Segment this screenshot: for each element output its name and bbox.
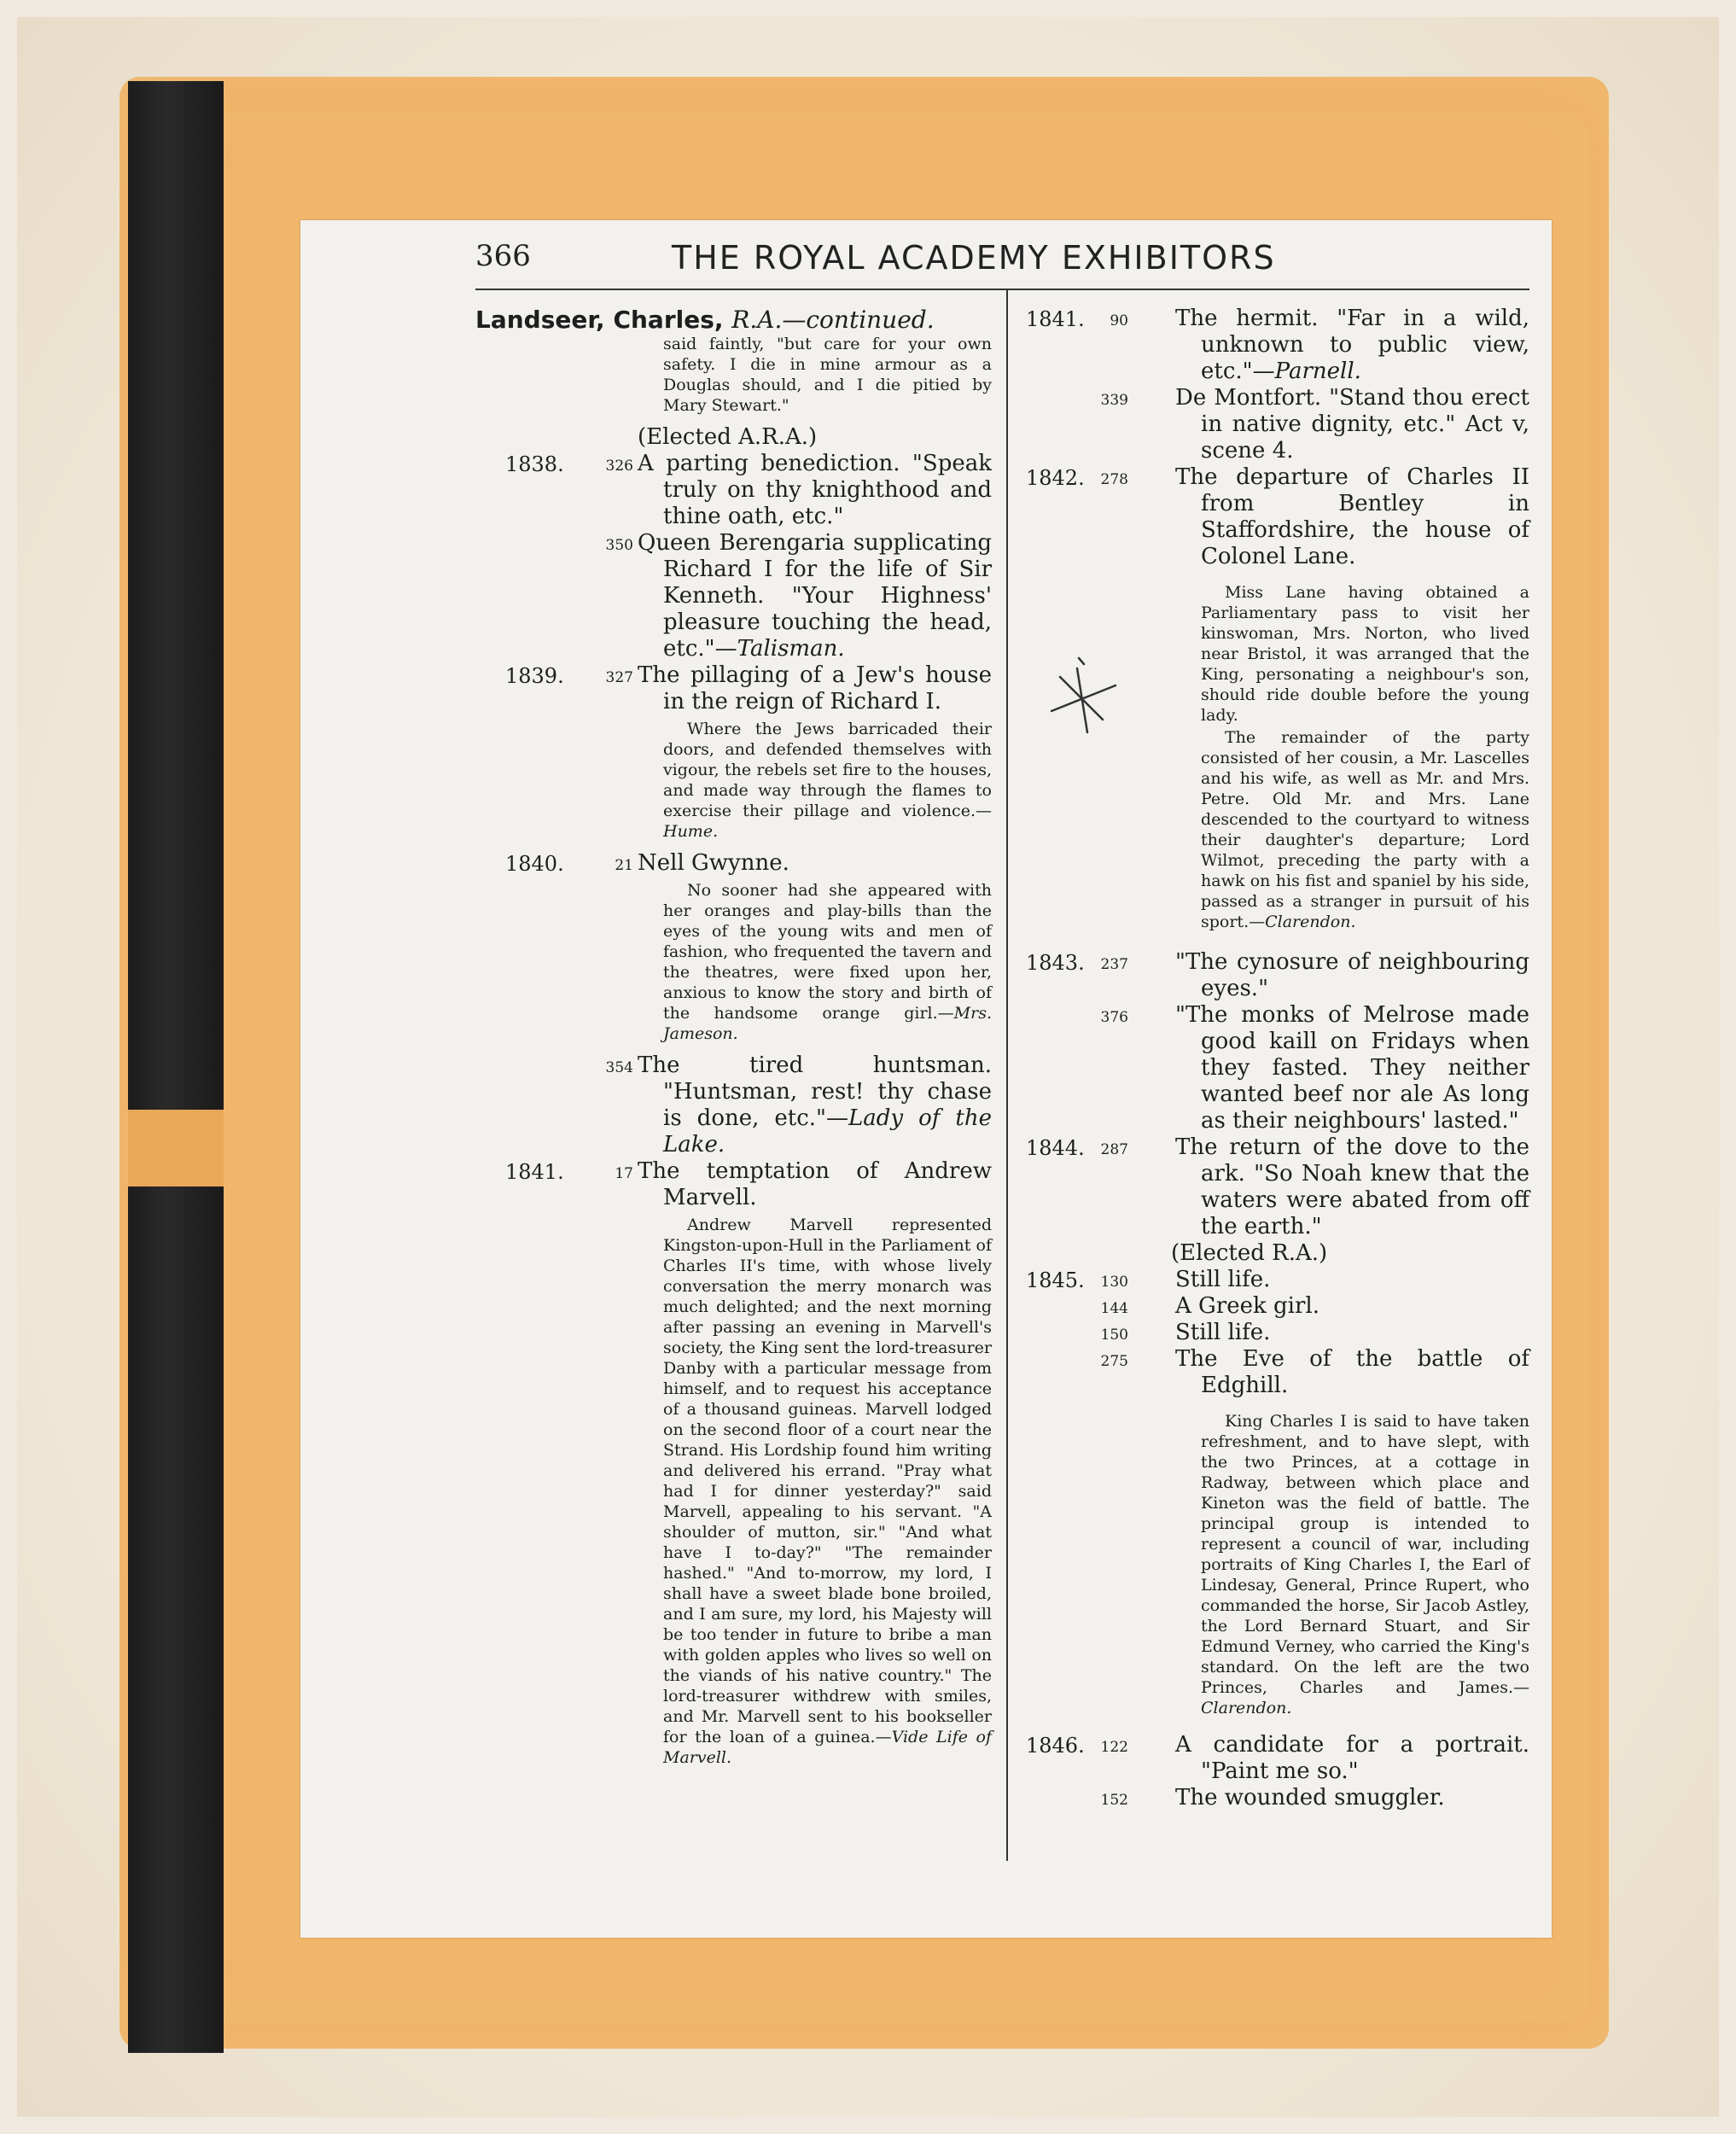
entry-title: The temptation of Andrew Marvell. (638, 1158, 992, 1210)
year-1838: 1838. (505, 452, 564, 476)
page-header (300, 239, 1552, 290)
entry-note (663, 719, 992, 842)
year-1846: 1846. (1026, 1734, 1085, 1758)
year-1840: 1840. (505, 852, 564, 876)
entry-number: 21 (615, 857, 633, 874)
entry-source: Parnell. (1274, 359, 1361, 384)
entry-number: 327 (605, 669, 633, 686)
note-text: Where the Jews barricaded their doors, and defended themselves with vigour, the rebels set fire to the houses, and made way through the flames to exercise their pillage and violence.— (663, 720, 992, 820)
left-column (475, 306, 992, 1776)
elected-ara: (Elected A.R.A.) (638, 424, 818, 450)
entry-number: 326 (605, 458, 633, 475)
note-source: Mrs. Jameson. (663, 1004, 992, 1043)
entry-note (1201, 1411, 1529, 1718)
entry-1841-339 (1026, 385, 1529, 464)
entry-1845-144 (1026, 1293, 1529, 1320)
note-source: Clarendon. (1265, 912, 1356, 931)
entry-title: A parting benediction. "Speak truly on thy knighthood and thine oath, etc." (638, 451, 992, 529)
entry-title: The departure of Charles II from Bentley in Staffordshire, the house of Colonel Lane. (1175, 464, 1529, 569)
entry-1841-17 (475, 1158, 992, 1211)
entry-title: A candidate for a portrait. "Paint me so." (1175, 1732, 1529, 1784)
entry-number: 339 (1100, 392, 1128, 409)
entry-title: Nell Gwynne. (638, 850, 789, 876)
entry-source: Lady of the Lake. (663, 1105, 992, 1157)
entry-1844-287 (1026, 1134, 1529, 1240)
entry-number: 376 (1100, 1009, 1128, 1026)
note-text: King Charles I is said to have taken refreshment, and to have slept, with the two Princes, at a cottage in Radway, between which place and Kineton was the field of battle. The principal group is intended to represent a council of war, including portraits of King Charles I, the Earl of Lindesay, General, Prince Rupert, who commanded the horse, Sir Jacob Astley, the Lord Bernard Stuart, and Sir Edmund Verney, who carried the King's standard. On the left are the two Princes, Charles and James.— (1201, 1412, 1529, 1697)
entry-1838-350 (475, 530, 992, 662)
entry-title: The return of the dove to the ark. "So Noah knew that the waters were abated from off the earth." (1175, 1134, 1529, 1239)
artist-suffix: R.A.—continued. (731, 306, 935, 334)
note-source: Hume. (663, 822, 719, 841)
year-1844: 1844. (1026, 1136, 1085, 1160)
elected-ra: (Elected R.A.) (1171, 1240, 1328, 1266)
entry-title: "The cynosure of neighbouring eyes." (1175, 949, 1529, 1001)
entry-title-text: The tired huntsman. "Huntsman, rest! thy chase is done, etc."— (638, 1052, 992, 1131)
entry-number: 152 (1100, 1792, 1128, 1809)
entry-number: 150 (1100, 1326, 1128, 1344)
entry-number: 90 (1110, 312, 1128, 329)
entry-title: The pillaging of a Jew's house in the reign of Richard I. (638, 662, 992, 714)
entry-1840-21 (475, 850, 992, 877)
black-strip (128, 81, 224, 2053)
entry-number: 278 (1100, 471, 1128, 488)
entry-1839-327 (475, 662, 992, 715)
continued-note: said faintly, "but care for your own safety. I die in mine armour as a Douglas should, and I die pitied by Mary Stewart." (663, 335, 992, 415)
note-source: Clarendon. (1201, 1699, 1292, 1717)
entry-1842-278 (1026, 464, 1529, 570)
artist-name: Landseer, Charles, (475, 306, 732, 334)
year-1842: 1842. (1026, 466, 1085, 490)
entry-title: De Montfort. "Stand thou erect in native dignity, etc." Act v, scene 4. (1175, 385, 1529, 464)
entry-number: 130 (1100, 1274, 1128, 1291)
entry-title: Still life. (1175, 1320, 1271, 1345)
entry-number: 144 (1100, 1300, 1128, 1317)
page-number: 366 (475, 239, 531, 273)
note-text: No sooner had she appeared with her oranges and play-bills than the eyes of the young wits and men of fashion, who frequented the tavern and the theatres, were fixed upon her, anxious to know the story and birth of the handsome orange girl.— (663, 881, 992, 1023)
year-1841: 1841. (505, 1160, 564, 1184)
note-text: Andrew Marvell represented Kingston-upon-Hull in the Parliament of Charles II's time, with whose lively conversation the merry monarch was much delighted; and the next morning after passing an evening in Marvell's society, the King sent the lord-treasurer Danby with a particular message from himself, and to request his acceptance of a thousand guineas. Marvell lodged on the second floor of a court near the Strand. His Lordship found him writing and delivered his errand. "Pray what had I for dinner yesterday?" said Marvell, appealing to his servant. "A shoulder of mutton, sir." "And what have I to-day?" "The remainder hashed." "And to-morrow, my lord, I shall have a sweet blade bone broiled, and I am sure, my lord, his Majesty will be too tender in future to bribe a man with golden apples who lives so well on the viands of his native country." The lord-treasurer withdrew with smiles, and Mr. Marvell sent to his bookseller for the loan of a guinea.— (663, 1216, 992, 1746)
entry-1846-152 (1026, 1785, 1529, 1811)
entry-1845-150 (1026, 1320, 1529, 1346)
entry-title-text: The hermit. "Far in a wild, unknown to public view, etc."— (1175, 306, 1529, 384)
entry-number: 122 (1100, 1739, 1128, 1756)
entry-source: Talisman. (737, 636, 845, 662)
entry-title: "The monks of Melrose made good kaill on Fridays when they fasted. They neither wanted beef nor ale As long as their neighbours' lasted." (1175, 1002, 1529, 1134)
page-clipping (300, 220, 1552, 1938)
entry-1841-90 (1026, 306, 1529, 385)
entry-1845-130 (1026, 1267, 1529, 1293)
column-divider (1006, 290, 1008, 1861)
year-1845: 1845. (1026, 1268, 1085, 1292)
entry-number: 354 (605, 1059, 633, 1076)
entry-title: Still life. (1175, 1267, 1271, 1292)
entry-title (638, 1052, 992, 1158)
year-1841: 1841. (1026, 307, 1085, 331)
entry-1838-326 (475, 451, 992, 530)
entry-number: 17 (615, 1165, 633, 1182)
entry-note (1201, 727, 1529, 932)
entry-number: 275 (1100, 1353, 1128, 1370)
header-rule (475, 289, 1529, 290)
entry-1843-376 (1026, 1002, 1529, 1134)
entry-1840-354 (475, 1052, 992, 1158)
artist-heading (475, 306, 992, 334)
right-column (1026, 306, 1529, 1811)
entry-1845-275 (1026, 1346, 1529, 1399)
entry-note (663, 1215, 992, 1768)
year-1839: 1839. (505, 664, 564, 688)
entry-number: 237 (1100, 956, 1128, 973)
entry-number: 287 (1100, 1141, 1128, 1158)
entry-1846-122 (1026, 1732, 1529, 1785)
entry-title-text: Queen Berengaria supplicating Richard I for the life of Sir Kenneth. "Your Highness' pleasure touching the head, etc."— (638, 530, 992, 662)
entry-note (663, 880, 992, 1044)
running-title: THE ROYAL ACADEMY EXHIBITORS (672, 239, 1276, 277)
note-source: Vide Life of Marvell. (663, 1728, 992, 1767)
entry-note: Miss Lane having obtained a Parliamentary pass to visit her kinswoman, Mrs. Norton, who lived near Bristol, it was arranged that the King, personating a neighbour's son, should ride double before the young lady. (1201, 583, 1529, 725)
black-strip-gap (128, 1110, 224, 1187)
entry-number: 350 (605, 537, 633, 554)
entry-1843-237 (1026, 949, 1529, 1002)
entry-title: A Greek girl. (1175, 1293, 1319, 1319)
entry-title (638, 530, 992, 662)
entry-title: The Eve of the battle of Edghill. (1175, 1346, 1529, 1398)
note-text: The remainder of the party consisted of her cousin, a Mr. Lascelles and his wife, as well as Mr. and Mrs. Petre. Old Mr. and Mrs. Lane descended to the courtyard to witness their daughter's departure; Lord Wilmot, preceding the party with a hawk on his fist and spaniel by his side, passed as a stranger in pursuit of his sport.— (1201, 728, 1529, 931)
year-1843: 1843. (1026, 951, 1085, 975)
entry-title: The wounded smuggler. (1175, 1785, 1445, 1810)
entry-title (1175, 306, 1529, 385)
